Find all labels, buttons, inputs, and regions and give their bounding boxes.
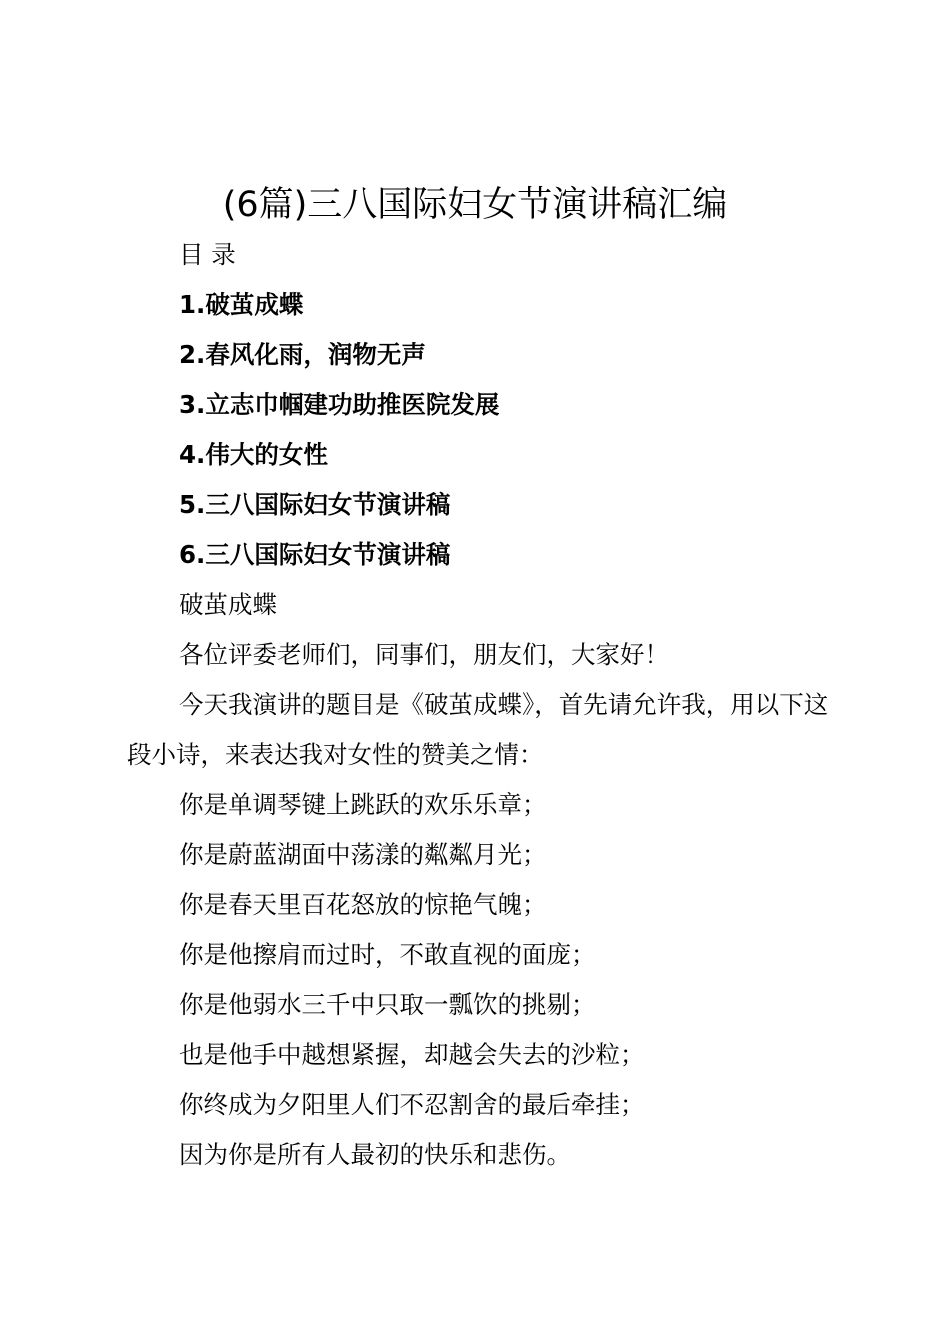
toc-heading: 目 录 (179, 240, 236, 269)
paragraph: 你是蔚蓝湖面中荡漾的粼粼月光； (179, 840, 547, 869)
paragraph: 你是他擦肩而过时，不敢直视的面庞； (179, 940, 596, 969)
paragraph: 你终成为夕阳里人们不忍割舍的最后牵挂； (179, 1090, 645, 1119)
toc-item: 4.伟大的女性 (179, 440, 328, 469)
paragraph: 各位评委老师们，同事们，朋友们，大家好！ (179, 640, 669, 669)
document-body (127, 230, 839, 1180)
paragraph: 你是单调琴键上跳跃的欢乐乐章； (179, 790, 547, 819)
paragraph: 因为你是所有人最初的快乐和悲伤。 (179, 1140, 571, 1169)
toc-item: 5.三八国际妇女节演讲稿 (179, 490, 451, 519)
document-title: (6篇)三八国际妇女节演讲稿汇编 (222, 185, 728, 225)
toc-item: 3.立志巾帼建功助推医院发展 (179, 390, 500, 419)
toc-item: 2.春风化雨，润物无声 (179, 340, 426, 369)
paragraph: 也是他手中越想紧握，却越会失去的沙粒； (179, 1040, 645, 1069)
paragraph: 你是他弱水三千中只取一瓢饮的挑剔； (179, 990, 596, 1019)
paragraph: 你是春天里百花怒放的惊艳气魄； (179, 890, 547, 919)
paragraph: 今天我演讲的题目是《破茧成蝶》，首先请允许我，用以下这段小诗，来表达我对女性的赞美之情： (127, 690, 829, 769)
toc-item: 1.破茧成蝶 (179, 290, 304, 319)
section-title: 破茧成蝶 (179, 590, 277, 619)
toc-item: 6.三八国际妇女节演讲稿 (179, 540, 451, 569)
